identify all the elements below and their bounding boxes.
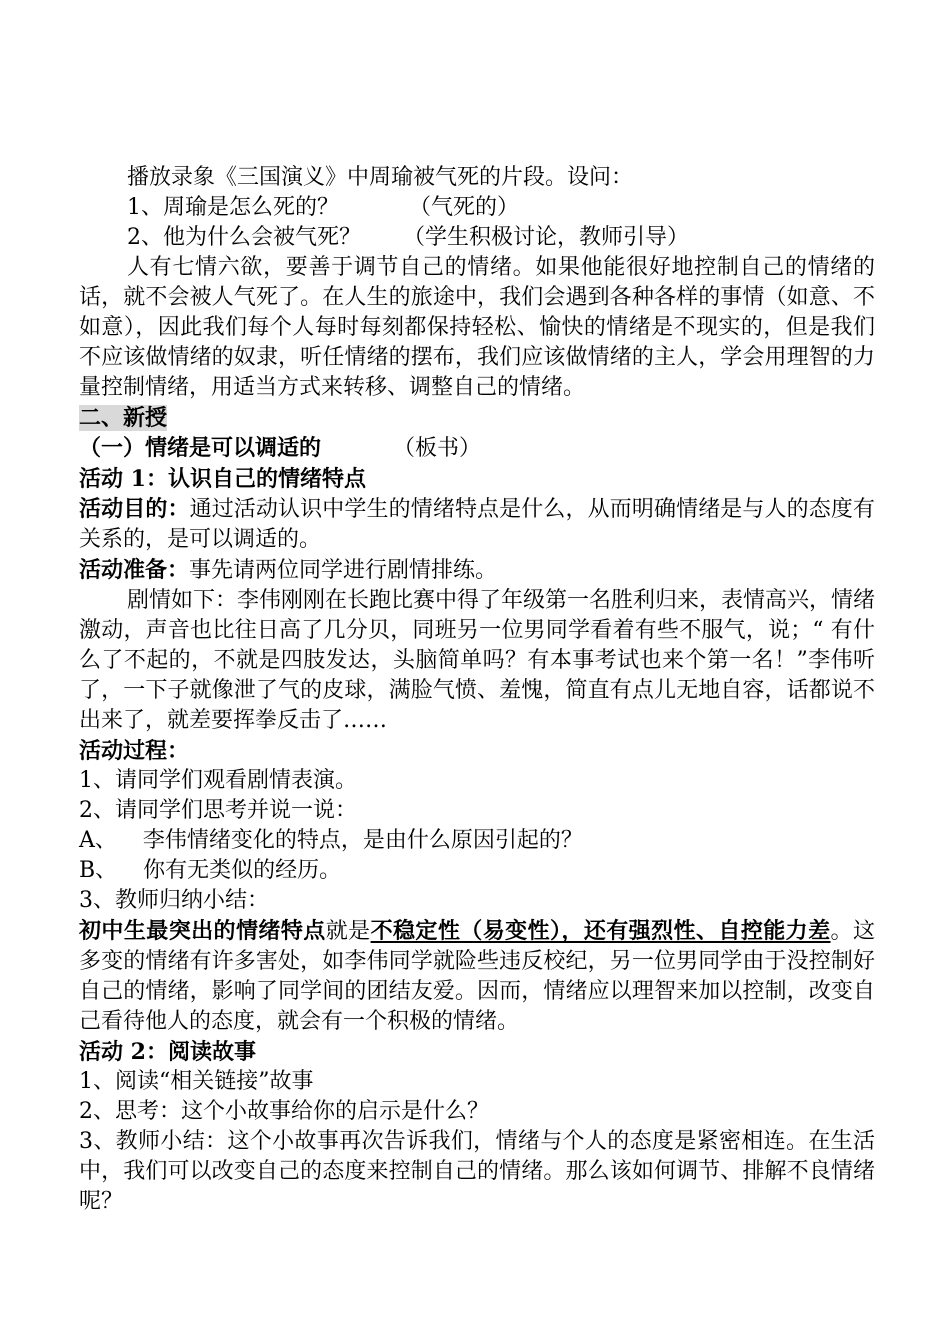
summary-connector: 就是	[325, 919, 371, 944]
section-heading-text: 二、新授	[79, 405, 168, 431]
subsection-title: （一）情绪是可以调适的	[79, 435, 322, 461]
activity-1-title: 活动 1：认识自己的情绪特点	[79, 466, 366, 492]
option-b	[79, 856, 875, 886]
question-1-answer: （气死的）	[409, 195, 520, 220]
plot-paragraph: 剧情如下：李伟刚刚在长跑比赛中得了年级第一名胜利归来，表情高兴，情绪激动，声音也比往日高了几分贝，同班另一位男同学看着有些不服气，说；“ 有什么了不起的，不就是四肢发达，头脑简单吗？有本事考试也来个第一名！”李伟听了，一下子就像泄了气的皮球，满脸气愤、羞愧，简直有点儿无地自容，话都说不出来了，就差要挥拳反击了……	[79, 588, 876, 733]
option-a	[79, 826, 875, 856]
question-1	[79, 193, 875, 223]
process-step-1: 1、请同学们观看剧情表演。	[79, 768, 357, 793]
intro-line: 播放录象《三国演义》中周瑜被气死的片段。设问：	[127, 165, 634, 190]
purpose-label: 活动目的：	[79, 496, 190, 522]
document-page	[79, 163, 875, 1217]
option-a-label: A、	[79, 828, 117, 853]
question-2-answer: （学生积极讨论，教师引导）	[403, 225, 690, 250]
section-heading	[79, 403, 875, 433]
preparation-text: 事先请两位同学进行剧情排练。	[189, 558, 498, 583]
process-label: 活动过程：	[79, 738, 190, 764]
summary-paragraph	[79, 916, 875, 1037]
option-b-text: 你有无类似的经历。	[143, 858, 342, 883]
activity-2-step-2: 2、思考：这个小故事给你的启示是什么？	[79, 1099, 489, 1124]
question-2-text: 2、他为什么会被气死？	[127, 225, 361, 250]
preparation-label: 活动准备：	[79, 557, 190, 583]
purpose-text: 通过活动认识中学生的情绪特点是什么，从而明确情绪是与人的态度有关系的，是可以调适的。	[79, 497, 875, 552]
summary-key-phrase: 初中生最突出的情绪特点	[79, 918, 326, 944]
intro-paragraph: 人有七情六欲，要善于调节自己的情绪。如果他能很好地控制自己的情绪的话，就不会被人气死了。在人生的旅途中，我们会遇到各种各样的事情（如意、不如意），因此我们每个人每时每刻都保持轻松、愉快的情绪是不现实的，但是我们不应该做情绪的奴隶，听任情绪的摆布，我们应该做情绪的主人，学会用理智的力量控制情绪，用适当方式来转移、调整自己的情绪。	[79, 255, 875, 400]
board-note: （板书）	[393, 436, 482, 461]
question-2	[79, 223, 875, 253]
summary-underlined: 不稳定性（易变性），还有强烈性、自控能力差	[370, 918, 831, 944]
process-step-3: 3、教师归纳小结：	[79, 888, 269, 913]
option-a-text: 李伟情绪变化的特点，是由什么原因引起的？	[142, 828, 583, 853]
summary-rest: 。这多变的情绪有许多害处，如李伟同学就险些违反校纪，另一位男同学由于没控制好自己的情绪，影响了同学间的团结友爱。因而，情绪应以理智来加以控制，改变自己看待他人的态度，就会有一个积极的情绪。	[79, 919, 875, 1034]
activity-2-step-3: 3、教师小结：这个小故事再次告诉我们，情绪与个人的态度是紧密相连。在生活中，我们可以改变自己的态度来控制自己的情绪。那么该如何调节、排解不良情绪呢？	[79, 1129, 875, 1214]
option-b-label: B、	[79, 858, 118, 883]
activity-2-step-1: 1、阅读“相关链接”故事	[79, 1069, 314, 1094]
activity-1-preparation	[79, 555, 875, 586]
process-step-2: 2、请同学们思考并说一说：	[79, 798, 357, 823]
question-1-text: 1、周瑜是怎么死的？	[127, 195, 339, 220]
activity-2-title: 活动 2：阅读故事	[79, 1039, 256, 1065]
subsection-heading	[79, 433, 875, 464]
activity-1-purpose	[79, 494, 875, 555]
